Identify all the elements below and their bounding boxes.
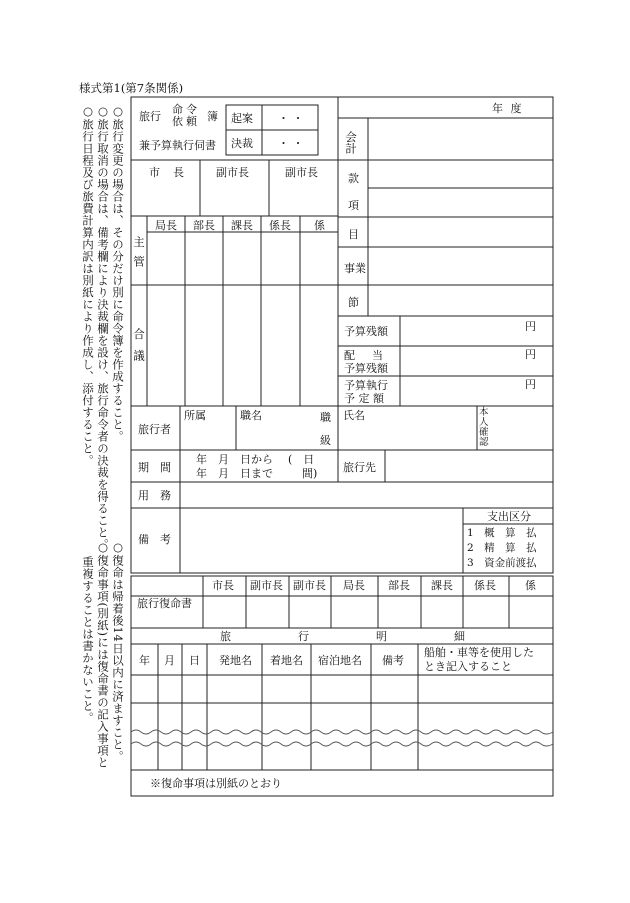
yosan-zangaku-label: 予算残額 [344,325,388,338]
ryotei-title-4: 細 [454,630,465,643]
kessai-date[interactable]: ・ ・ [278,137,304,150]
kikan-label: 期 間 [138,461,171,474]
fk-title-kakaricho: 係長 [474,579,496,592]
irai-label: 依頼 [172,115,200,128]
title-kakaricho: 係長 [269,219,291,232]
nendo-label: 年 度 [492,102,524,115]
shozoku-label: 所属 [184,409,206,422]
title-kacho: 課長 [231,219,253,232]
shoku-label: 職 [320,411,331,424]
ryoko-label: 旅行 [139,110,161,123]
shishutsu-seisan: 2 精 算 払 [467,542,537,554]
fukushicho2-label: 副市長 [285,166,318,179]
ryokosha-label: 旅行者 [138,423,171,436]
haito-label: 配 当 [344,349,386,362]
period-to[interactable]: 年 月 日まで [196,467,273,480]
kian-label: 起案 [231,112,253,125]
days-close: 間) [302,467,318,480]
note-nittei: ○旅行日程及び旅費計算内訳は別紙により作成し、添付すること。 [81,104,95,467]
title-bucho: 部長 [193,219,215,232]
note-fukumei-jiko: ○復命事項(別紙)には復命書の記入事項と [96,540,110,769]
shishutsu-title: 支出区分 [487,510,531,523]
yosan-shikko-label: 予算執行 [344,379,388,392]
col-year: 年 [139,654,150,667]
footer-note: ※復命事項は別紙のとおり [150,777,282,790]
meirei-label: 命令 [172,103,200,116]
yotei-gaku-label: 予 定 額 [344,392,384,405]
note-fukumei-14days: ○復命は帰着後14日以内に済ますこと。 [111,540,125,763]
setsu-label: 節 [348,296,359,309]
yen-2: 円 [525,348,536,361]
col-hatchi: 発地名 [219,654,252,667]
col-day: 日 [189,654,200,667]
fk-title-kacho: 課長 [431,579,453,592]
fk-title-fukushicho2: 副市長 [293,579,326,592]
kan-label: 款 [348,172,359,185]
kian-date[interactable]: ・ ・ [278,112,304,125]
fukumeisho-label: 旅行復命書 [137,597,192,610]
ryokosaki-label: 旅行先 [343,461,376,474]
yomu-label: 用 務 [138,489,171,502]
col-month: 月 [164,654,175,667]
fk-title-shicho: 市長 [212,579,234,592]
note-chofuku: 重複することは書かないこと。 [81,556,95,724]
col-biko: 備考 [382,654,404,667]
bo-label: 簿 [207,110,218,123]
form-number-label: 様式第1(第7条関係) [79,81,184,95]
kou-label: 項 [348,199,359,212]
kyu-label: 級 [320,434,331,447]
yen-3: 円 [525,378,536,391]
period-from[interactable]: 年 月 日から [196,453,273,466]
title-kakari: 係 [314,219,325,232]
shishutsu-gaisan: 1 概 算 払 [467,527,537,539]
note-henkou: ○旅行変更の場合は、その分だけ別に命令簿を作成すること。 [111,104,125,443]
honnin-kakunin-label: 本人確認 [479,407,489,448]
fk-title-bucho: 部長 [388,579,410,592]
shimei-label: 氏名 [343,409,365,422]
ryotei-title-1: 旅 [220,630,231,643]
moku-label: 目 [348,228,359,241]
fk-title-kyokucho: 局長 [343,579,365,592]
shishutsu-shikin: 3 資金前渡払 [467,557,537,569]
col-biko-note-2: とき記入すること [424,660,512,673]
ryotei-title-2: 行 [298,630,309,643]
title-kyokucho: 局長 [155,219,177,232]
jigyo-label: 事業 [344,262,366,275]
kaikei-label: 会計 [344,131,358,154]
fk-title-fukushicho1: 副市長 [250,579,283,592]
days-open: ( 日 [288,453,315,466]
kessai-label: 決裁 [231,137,253,150]
haito-zan-label: 予算残額 [344,362,388,375]
fukushicho1-label: 副市長 [216,166,249,179]
col-chakuchi: 着地名 [270,654,303,667]
biko-label: 備 考 [138,533,171,546]
shukan-label: 主管 [132,236,146,275]
gougi-label: 合議 [132,328,146,371]
shokumei-label: 職名 [240,409,262,422]
ryotei-title-3: 明 [376,630,387,643]
yen-1: 円 [525,320,536,333]
col-biko-note-1: 船舶・車等を使用した [424,646,534,659]
fk-title-kakari: 係 [525,579,536,592]
shicho-label: 市 長 [149,166,185,179]
kenyosan-label: 兼予算執行伺書 [139,139,216,152]
col-shukuhaku: 宿泊地名 [318,654,362,667]
note-torikeshi: ○旅行取消の場合は、備考欄により決裁欄を設け、旅行命令者の決裁を得ること。 [96,104,110,551]
